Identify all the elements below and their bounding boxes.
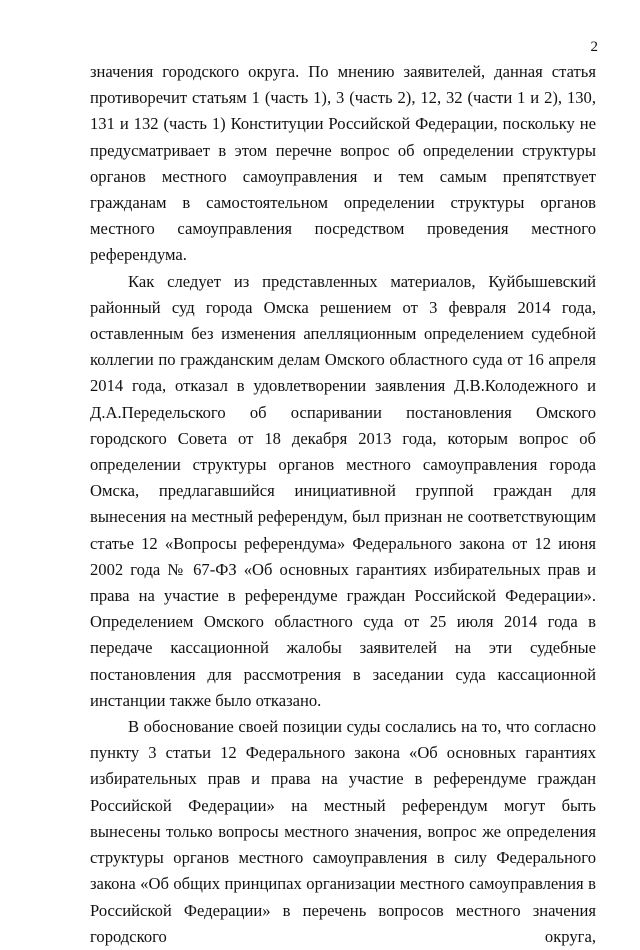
page-number: 2 [590, 39, 598, 55]
paragraph-2: Как следует из представленных материалов, Куйбышевский районный суд города Омска решением от 3 февраля 2014 года, оставленным без изменения апелляционным определением судебной коллегии по гражданским делам Омского областного суда от 16 апреля 2014 года, отказал в удовлетворении заявления Д.В.Колодежного и Д.А.Передельского об оспаривании постановления Омского городского Совета от 18 декабря 2013 года, которым вопрос об определении структуры органов местного самоуправления города Омска, предлагавшийся инициативной группой граждан для вынесения на местный референдум, был признан не соответствующим статье 12 «Вопросы референдума» Федерального закона от 12 июня 2002 года № 67-ФЗ «Об основных гарантиях избирательных прав и права на участие в референдуме граждан Российской Федерации». Определением Омского областного суда от 25 июля 2014 года в передаче кассационной жалобы заявителей на эти судебные постановления для рассмотрения в заседании суда кассационной инстанции также было отказано. [90, 271, 596, 710]
paragraph-1: значения городского округа. По мнению заявителей, данная статья противоречит статьям 1 (часть 1), 3 (часть 2), 12, 32 (части 1 и 2), 130, 131 и 132 (часть 1) Конституции Российской Федерации, поскольку не предусматривает в этом перечне вопрос об определении структуры органов местного самоуправления и тем самым препятствует гражданам в самостоятельном определении структуры органов местного самоуправления посредством проведения местного референдума. [90, 62, 596, 265]
paragraph-3: В обоснование своей позиции суды сослались на то, что согласно пункту 3 статьи 12 Федерального закона «Об основных гарантиях избирательных прав и права на участие в референдуме граждан Российской Федерации» на местный референдум могут быть вынесены только вопросы местного значения, вопрос же определения структуры органов местного самоуправления в силу Федерального закона «Об общих принципах организации местного самоуправления в Российской Федерации» в перечень вопросов местного значения городского округа, [90, 717, 596, 946]
document-body [90, 59, 596, 950]
